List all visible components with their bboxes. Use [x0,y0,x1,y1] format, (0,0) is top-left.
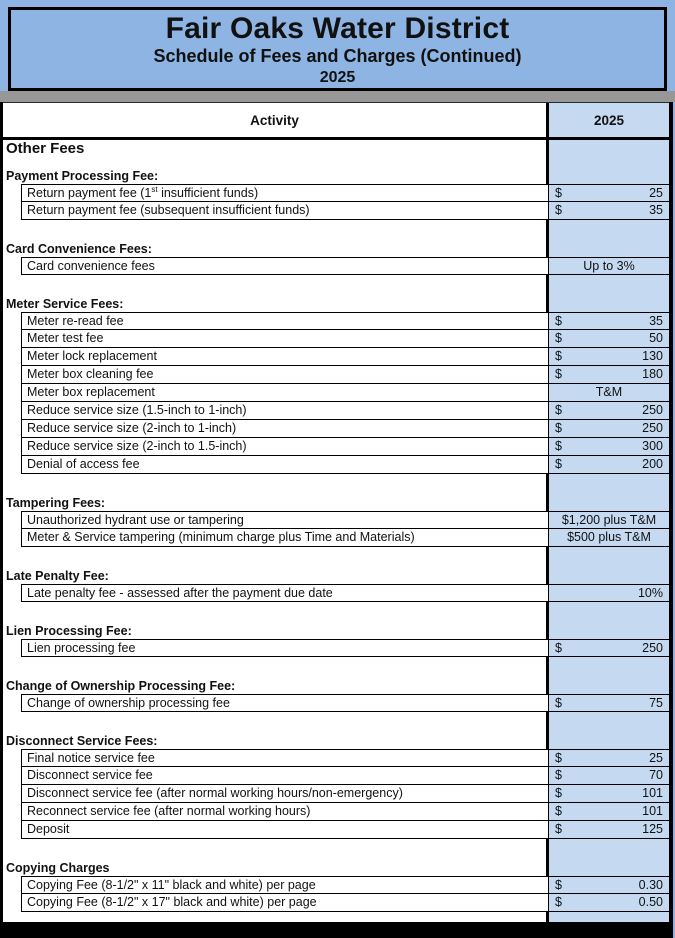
fee-label: Denial of access fee [27,457,140,471]
spacer-row [3,712,669,734]
fee-amount: $500 plus T&M [567,530,651,544]
section-heading: Change of Ownership Processing Fee: [6,679,236,693]
fee-value-cell [549,348,669,366]
fee-value-cell [549,420,669,438]
page-subtitle: Schedule of Fees and Charges (Continued) [153,46,522,66]
document-header [8,7,667,91]
dollar-sign: $ [555,895,562,909]
fee-amount: 250 [642,403,663,417]
dollar-sign: $ [555,403,562,417]
section-heading: Copying Charges [6,861,110,875]
fee-value-cell [549,894,669,912]
fee-value-cell [549,330,669,348]
fee-amount: $1,200 plus T&M [561,513,657,527]
fee-label: Reduce service size (2-inch to 1.5-inch) [27,439,247,453]
fee-label: Unauthorized hydrant use or tampering [27,513,244,527]
fee-amount: 25 [649,186,663,200]
fee-row [3,456,669,474]
section-heading-row [3,861,669,876]
fee-label-cell [21,202,549,220]
dollar-sign: $ [555,203,562,217]
dollar-sign: $ [555,822,562,836]
section-heading: Tampering Fees: [6,496,106,510]
fee-label-superscript: st [151,184,158,194]
fee-label: Card convenience fees [27,259,155,273]
fee-label-cell [21,420,549,438]
fee-amount: 300 [642,439,663,453]
fee-value-cell [549,584,669,602]
fee-row [3,894,669,912]
fee-label: Change of ownership processing fee [27,696,230,710]
fee-label-cell [21,330,549,348]
fee-row [3,402,669,420]
spacer-row [3,275,669,297]
fee-amount: 180 [642,367,663,381]
fee-value-cell [549,456,669,474]
spacer-row [3,839,669,861]
dollar-sign: $ [555,186,562,200]
fee-value-cell [549,529,669,547]
fee-value-cell [549,257,669,275]
gray-divider-strip [0,91,675,102]
fee-label-cell [21,894,549,912]
page-year: 2025 [319,69,356,86]
fee-label-suffix: insufficient funds) [157,186,259,200]
fee-amount: 35 [649,203,663,217]
fee-row [3,384,669,402]
fee-label-cell [21,184,549,202]
spacer-row [3,220,669,242]
fee-label-cell [21,785,549,803]
section-heading-row [3,242,669,257]
fee-value-cell [549,438,669,456]
fee-label-cell [21,438,549,456]
spacer-row [3,474,669,496]
fee-value-cell [549,821,669,839]
spacer-row [3,547,669,569]
fee-label: Meter lock replacement [27,349,157,363]
fee-label: Reconnect service fee (after normal working hours) [27,804,311,818]
fee-row [3,366,669,384]
fee-row [3,529,669,547]
fee-label-cell [21,456,549,474]
fee-row [3,184,669,202]
fee-label-cell [21,749,549,767]
fee-row [3,312,669,330]
fee-table [0,102,673,938]
fee-value-cell [549,384,669,402]
fee-amount: 101 [642,804,663,818]
section-heading-row [3,734,669,749]
dollar-sign: $ [555,457,562,471]
fee-label: Final notice service fee [27,751,155,765]
section-heading-row [3,624,669,639]
fee-label-prefix: Return payment fee (1 [27,186,152,200]
col-header-year: 2025 [546,103,669,137]
fee-value-cell [549,184,669,202]
fee-label-cell [21,584,549,602]
dollar-sign: $ [555,878,562,892]
fee-row [3,257,669,275]
fee-amount: T&M [595,385,623,399]
section-heading: Late Penalty Fee: [6,569,109,583]
section-heading: Disconnect Service Fees: [6,734,158,748]
dollar-sign: $ [555,696,562,710]
fee-label: Meter box replacement [27,385,155,399]
fee-label-cell [21,312,549,330]
fee-amount: 75 [649,696,663,710]
fee-value-cell [549,366,669,384]
fee-amount: 10% [637,586,663,600]
dollar-sign: $ [555,786,562,800]
section-heading-row [3,496,669,511]
fee-row [3,803,669,821]
fee-row [3,749,669,767]
fee-label-cell [21,529,549,547]
fee-amount: 35 [649,314,663,328]
fee-label-cell [21,348,549,366]
fee-label-cell [21,511,549,529]
fee-label-cell [21,257,549,275]
section-heading: Card Convenience Fees: [6,242,152,256]
fee-label: Lien processing fee [27,641,136,655]
fee-label-cell [21,767,549,785]
fee-amount: 101 [642,786,663,800]
fee-value-cell [549,767,669,785]
fee-label-cell [21,803,549,821]
fee-value-cell [549,749,669,767]
fee-row [3,511,669,529]
table-header-row [3,102,669,140]
spacer-row [3,912,669,922]
fee-label: Meter & Service tampering (minimum charge plus Time and Materials) [27,530,415,544]
fee-value-cell [549,402,669,420]
fee-row [3,876,669,894]
fee-table-body [3,140,669,922]
fee-row [3,420,669,438]
fee-value-cell [549,639,669,657]
fee-amount: 25 [649,751,663,765]
fee-amount: 0.30 [638,878,663,892]
fee-amount: 50 [649,331,663,345]
other-fees-heading: Other Fees [6,140,85,157]
fee-row [3,584,669,602]
fee-label: Disconnect service fee (after normal working hours/non-emergency) [27,786,403,800]
fee-value-cell [549,511,669,529]
fee-row [3,330,669,348]
dollar-sign: $ [555,641,562,655]
fee-label-cell [21,639,549,657]
dollar-sign: $ [555,751,562,765]
dollar-sign: $ [555,349,562,363]
section-heading-row [3,297,669,312]
fee-row [3,438,669,456]
fee-row [3,639,669,657]
spacer-row [3,602,669,624]
section-heading-row [3,569,669,584]
fee-value-cell [549,785,669,803]
fee-amount: 130 [642,349,663,363]
dollar-sign: $ [555,804,562,818]
fee-value-cell [549,803,669,821]
fee-label-cell [21,366,549,384]
fee-row [3,694,669,712]
dollar-sign: $ [555,421,562,435]
fee-row [3,767,669,785]
fee-label: Disconnect service fee [27,768,153,782]
dollar-sign: $ [555,367,562,381]
fee-row [3,348,669,366]
fee-label: Reduce service size (2-inch to 1-inch) [27,421,237,435]
fee-label: Copying Fee (8-1/2" x 17" black and white) per page [27,895,317,909]
fee-label: Return payment fee (subsequent insufficient funds) [27,203,310,217]
fee-amount: 250 [642,421,663,435]
fee-amount: 250 [642,641,663,655]
fee-label-cell [21,821,549,839]
fee-label: Deposit [27,822,70,836]
spacer-row [3,159,669,169]
fee-amount: 200 [642,457,663,471]
fee-label: Meter box cleaning fee [27,367,154,381]
dollar-sign: $ [555,314,562,328]
page-title: Fair Oaks Water District [165,12,510,45]
fee-label-cell [21,694,549,712]
section-heading-row [3,169,669,184]
fee-row [3,821,669,839]
fee-label: Reduce service size (1.5-inch to 1-inch) [27,403,247,417]
fee-row [3,202,669,220]
fee-amount: 125 [642,822,663,836]
fee-value-cell [549,202,669,220]
section-heading-row [3,679,669,694]
fee-label: Meter re-read fee [27,314,124,328]
fee-label-cell [21,384,549,402]
col-header-activity: Activity [3,103,546,137]
fee-row [3,785,669,803]
fee-label-cell [21,402,549,420]
table-subtitle-row [3,140,669,159]
fee-value-cell [549,694,669,712]
fee-label: Late penalty fee - assessed after the payment due date [27,586,333,600]
fee-value-cell [549,312,669,330]
fee-amount: 70 [649,768,663,782]
section-heading: Payment Processing Fee: [6,169,159,183]
fee-value-cell [549,876,669,894]
section-heading: Lien Processing Fee: [6,624,132,638]
dollar-sign: $ [555,439,562,453]
dollar-sign: $ [555,331,562,345]
fee-label: Copying Fee (8-1/2" x 11" black and white) per page [27,878,316,892]
fee-amount: Up to 3% [583,259,635,273]
section-heading: Meter Service Fees: [6,297,124,311]
fee-label: Meter test fee [27,331,104,345]
fee-amount: 0.50 [638,895,663,909]
fee-label-cell [21,876,549,894]
spacer-row [3,657,669,679]
dollar-sign: $ [555,768,562,782]
